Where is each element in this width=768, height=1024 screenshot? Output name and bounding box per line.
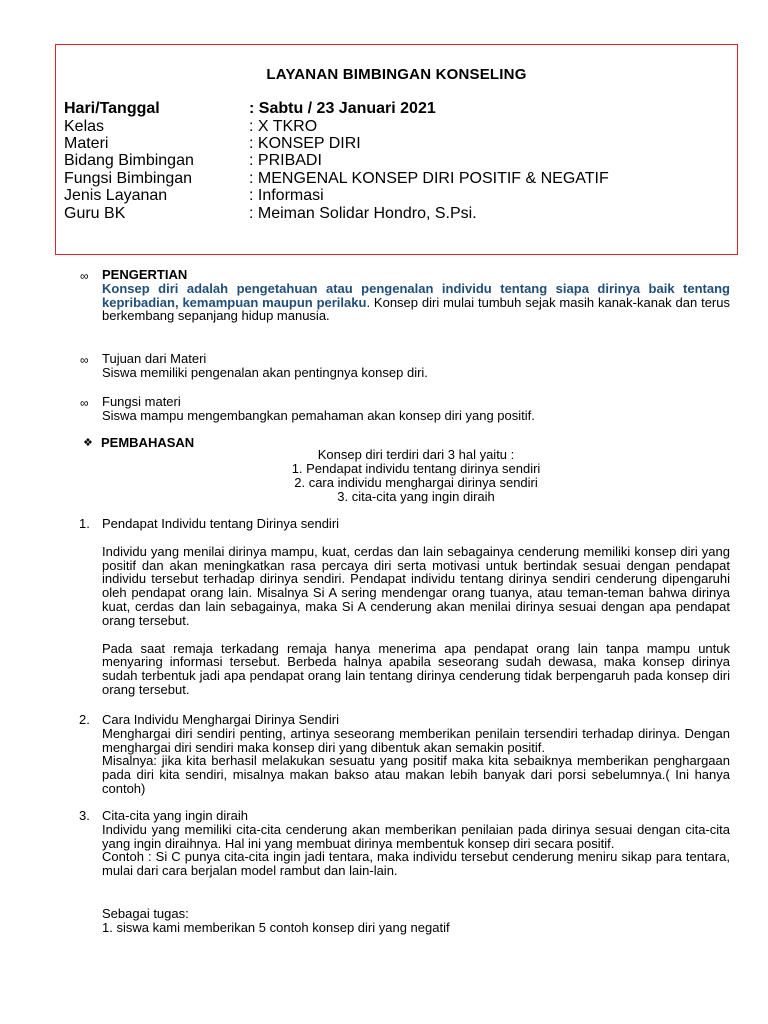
diamond-bullet-icon: ❖ <box>83 437 93 449</box>
pengertian-section <box>102 268 730 323</box>
tujuan-heading: Tujuan dari Materi <box>102 351 207 366</box>
infinity-bullet-icon: ∞ <box>80 396 89 410</box>
info-label: Materi <box>64 135 109 152</box>
pembahasan-heading: PEMBAHASAN <box>101 435 195 450</box>
header-box <box>55 44 738 255</box>
pengertian-rest: . Konsep diri mulai tumbuh sejak masih kanak-kanak dan terus berkembang sepanjang hidup manusia. <box>102 294 730 324</box>
info-label: Hari/Tanggal <box>64 100 160 117</box>
tujuan-text: Siswa memiliki pengenalan akan pentingnya konsep diri. <box>102 364 428 380</box>
info-label: Bidang Bimbingan <box>64 152 194 169</box>
tugas-item: 1. siswa kami memberikan 5 contoh konsep diri yang negatif <box>102 919 450 935</box>
pembahasan-item: 3. cita-cita yang ingin diraih <box>337 489 495 504</box>
pembahasan-list <box>102 448 730 504</box>
section-number: 1. <box>79 516 90 531</box>
info-label: Kelas <box>64 118 105 135</box>
section-paragraph: Individu yang memiliki cita-cita cenderung akan memberikan penilaian pada dirinya sesuai dengan cita-cita yang ingin diraihnya. Hal ini yang membuat dirinya membentuk konsep diri secara positif. <box>102 821 730 851</box>
info-value: : MENGENAL KONSEP DIRI POSITIF & NEGATIF <box>249 170 609 187</box>
info-value: : Informasi <box>249 187 324 204</box>
info-value: : KONSEP DIRI <box>249 135 361 152</box>
section-paragraph: Misalnya: jika kita berhasil melakukan sesuatu yang positif maka kita sebaiknya memberikan penghargaan pada diri kita sendiri, misalnya makan bakso atau makan lebih banyak dari porsi sebelumnya.( Ini hanya contoh) <box>102 753 730 796</box>
info-label: Jenis Layanan <box>64 187 168 204</box>
section-title: Cita-cita yang ingin diraih <box>102 808 248 823</box>
fungsi-text: Siswa mampu mengembangkan pemahaman akan konsep diri yang positif. <box>102 407 535 423</box>
infinity-bullet-icon: ∞ <box>80 353 89 367</box>
infinity-bullet-icon: ∞ <box>80 269 89 283</box>
section-3 <box>102 809 730 878</box>
info-value: : Meiman Solidar Hondro, S.Psi. <box>249 205 477 222</box>
section-number: 3. <box>79 808 90 823</box>
fungsi-section <box>102 395 730 423</box>
info-value: : Sabtu / 23 Januari 2021 <box>249 100 436 117</box>
section-title: Cara Individu Menghargai Dirinya Sendiri <box>102 712 340 727</box>
tujuan-section <box>102 352 730 380</box>
section-number: 2. <box>79 712 90 727</box>
section-paragraph: Menghargai diri sendiri penting, artinya seseorang memberikan penilain tersendiri terhadap dirinya. Dengan menghargai diri sendiri maka konsep diri yang dibentuk akan semakin positif. <box>102 725 730 755</box>
section-paragraph: Pada saat remaja terkadang remaja hanya menerima apa pendapat orang lain tanpa mampu untuk menyaring informasi tersebut. Berbeda halnya apabila seseorang sudah dewasa, maka konsep dirinya sudah terbentuk jadi apa pendapat orang lain tentang dirinya cenderung tidak berpengaruh pada konsep diri orang tersebut. <box>102 640 730 697</box>
info-value: : X TKRO <box>249 118 318 135</box>
section-2 <box>102 713 730 796</box>
section-title: Pendapat Individu tentang Dirinya sendiri <box>102 516 340 531</box>
section-1 <box>102 517 730 697</box>
pembahasan-intro: Konsep diri terdiri dari 3 hal yaitu : <box>317 447 515 462</box>
section-paragraph: Contoh : Si C punya cita-cita ingin jadi tentara, maka individu tersebut cenderung meniru sikap para tentara, mulai dari cara berjalan model rambut dan lain-lain. <box>102 849 730 879</box>
pengertian-highlight: Konsep diri adalah pengetahuan atau pengenalan individu tentang siapa dirinya baik tentang kepribadian, kemampuan maupun perilaku <box>102 280 730 310</box>
pengertian-text <box>102 282 730 323</box>
tugas-heading: Sebagai tugas: <box>102 906 189 921</box>
fungsi-heading: Fungsi materi <box>102 394 181 409</box>
info-label: Fungsi Bimbingan <box>64 170 193 187</box>
tugas-section <box>102 907 730 935</box>
pembahasan-item: 1. Pendapat individu tentang dirinya sendiri <box>291 461 541 476</box>
info-label: Guru BK <box>64 205 126 222</box>
info-value: : PRIBADI <box>249 152 322 169</box>
section-paragraph: Individu yang menilai dirinya mampu, kuat, cerdas dan lain sebagainya cenderung memiliki konsep diri yang positif dan akan meningkatkan rasa percaya diri serta motivasi untuk bertindak sesuai dengan pendapat individu tersebut terhadap dirinya sendiri. Pendapat individu tentang dirinya sendiri cenderung dipengaruhi oleh pendapat orang lain. Misalnya Si A sering mendengar orang tuanya, atau teman-teman bahwa dirinya kuat, cerdas dan lain sebagainya, maka Si A cenderung akan menilai dirinya sesuai dengan apa pendapat orang tersebut. <box>102 543 730 628</box>
pengertian-heading: PENGERTIAN <box>102 267 188 282</box>
pembahasan-item: 2. cara individu menghargai dirinya sendiri <box>294 475 538 490</box>
header-title: LAYANAN BIMBINGAN KONSELING <box>266 66 527 83</box>
